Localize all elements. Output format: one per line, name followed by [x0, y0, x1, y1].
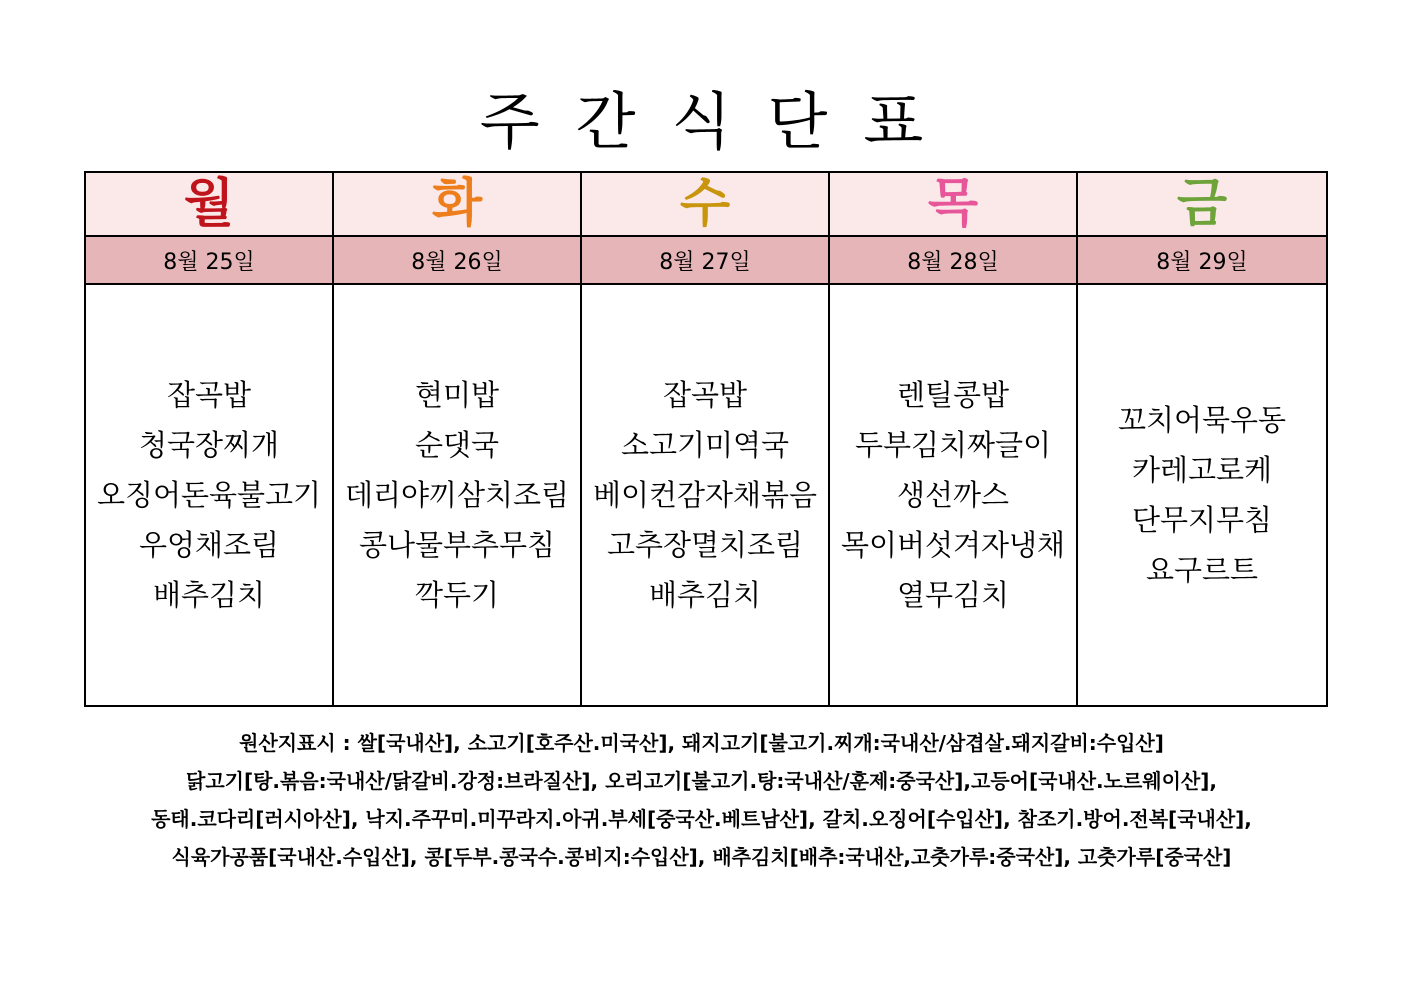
origin-line: 식육가공품[국내산.수입산], 콩[두부.콩국수.콩비지:수입산], 배추김치[배추:국내산,고춧가루:중국산], 고춧가루[중국산] [171, 845, 1232, 869]
weekday-cell-tue [333, 172, 581, 236]
weekly-menu-table [84, 171, 1328, 707]
dish-cell-thu [829, 284, 1077, 706]
dish-item: 콩나물부추무침 [358, 528, 556, 562]
weekday-cell-thu [829, 172, 1077, 236]
weekday-cell-fri [1077, 172, 1327, 236]
dish-item: 데리야끼삼치조림 [344, 478, 570, 512]
date-cell: 8월 25일 [85, 236, 333, 284]
dish-item: 배추김치 [648, 578, 762, 612]
date-cell: 8월 29일 [1077, 236, 1327, 284]
dish-item: 깍두기 [414, 578, 500, 612]
dish-item: 목이버섯겨자냉채 [840, 528, 1066, 562]
dish-item: 우엉채조림 [138, 528, 280, 562]
weekday-cell-mon [85, 172, 333, 236]
dish-item: 순댓국 [414, 428, 500, 462]
dish-row [85, 284, 1327, 706]
dish-item: 렌틸콩밥 [896, 378, 1010, 412]
weekday-name: 금 [1176, 174, 1228, 234]
dish-item: 베이컨감자채볶음 [592, 478, 818, 512]
dish-cell-wed [581, 284, 829, 706]
dish-item: 잡곡밥 [662, 378, 748, 412]
origin-notice [40, 724, 1363, 876]
dish-item: 생선까스 [896, 478, 1010, 512]
dish-cell-fri [1077, 284, 1327, 706]
dish-item: 요구르트 [1145, 553, 1259, 587]
origin-line: 동태.코다리[러시아산], 낙지.주꾸미.미꾸라지.아귀.부세[중국산.베트남산], 갈치.오징어[수입산], 참조기.방어.전복[국내산], [151, 807, 1252, 831]
date-cell: 8월 27일 [581, 236, 829, 284]
weekday-name: 월 [183, 174, 235, 234]
date-cell: 8월 28일 [829, 236, 1077, 284]
weekday-header-row [85, 172, 1327, 236]
dish-item: 단무지무침 [1131, 503, 1273, 537]
dish-list [830, 370, 1076, 620]
weekday-name: 목 [927, 174, 979, 234]
dish-list [334, 370, 580, 620]
dish-item: 청국장찌개 [138, 428, 280, 462]
dish-cell-mon [85, 284, 333, 706]
dish-item: 고추장멸치조림 [606, 528, 804, 562]
origin-line: 닭고기[탕.볶음:국내산/닭갈비.강정:브라질산], 오리고기[불고기.탕:국내산/훈제:중국산],고등어[국내산.노르웨이산], [186, 769, 1217, 793]
dish-item: 두부김치짜글이 [854, 428, 1052, 462]
weekday-name: 수 [679, 174, 731, 234]
dish-item: 잡곡밥 [166, 378, 252, 412]
dish-item: 소고기미역국 [620, 428, 790, 462]
dish-item: 꼬치어묵우동 [1117, 403, 1287, 437]
date-row [85, 236, 1327, 284]
dish-item: 오징어돈육불고기 [96, 478, 322, 512]
weekday-name: 화 [431, 174, 483, 234]
dish-item: 배추김치 [152, 578, 266, 612]
dish-item: 열무김치 [896, 578, 1010, 612]
weekday-cell-wed [581, 172, 829, 236]
date-cell: 8월 26일 [333, 236, 581, 284]
dish-list [86, 370, 332, 620]
dish-cell-tue [333, 284, 581, 706]
dish-list [582, 370, 828, 620]
dish-item: 카레고로케 [1131, 453, 1273, 487]
page-title: 주간식단표 [479, 85, 960, 158]
dish-list [1078, 395, 1326, 595]
dish-item: 현미밥 [414, 378, 500, 412]
origin-line: 원산지표시 : 쌀[국내산], 소고기[호주산.미국산], 돼지고기[불고기.찌개:국내산/삼겹살.돼지갈비:수입산] [239, 731, 1164, 755]
